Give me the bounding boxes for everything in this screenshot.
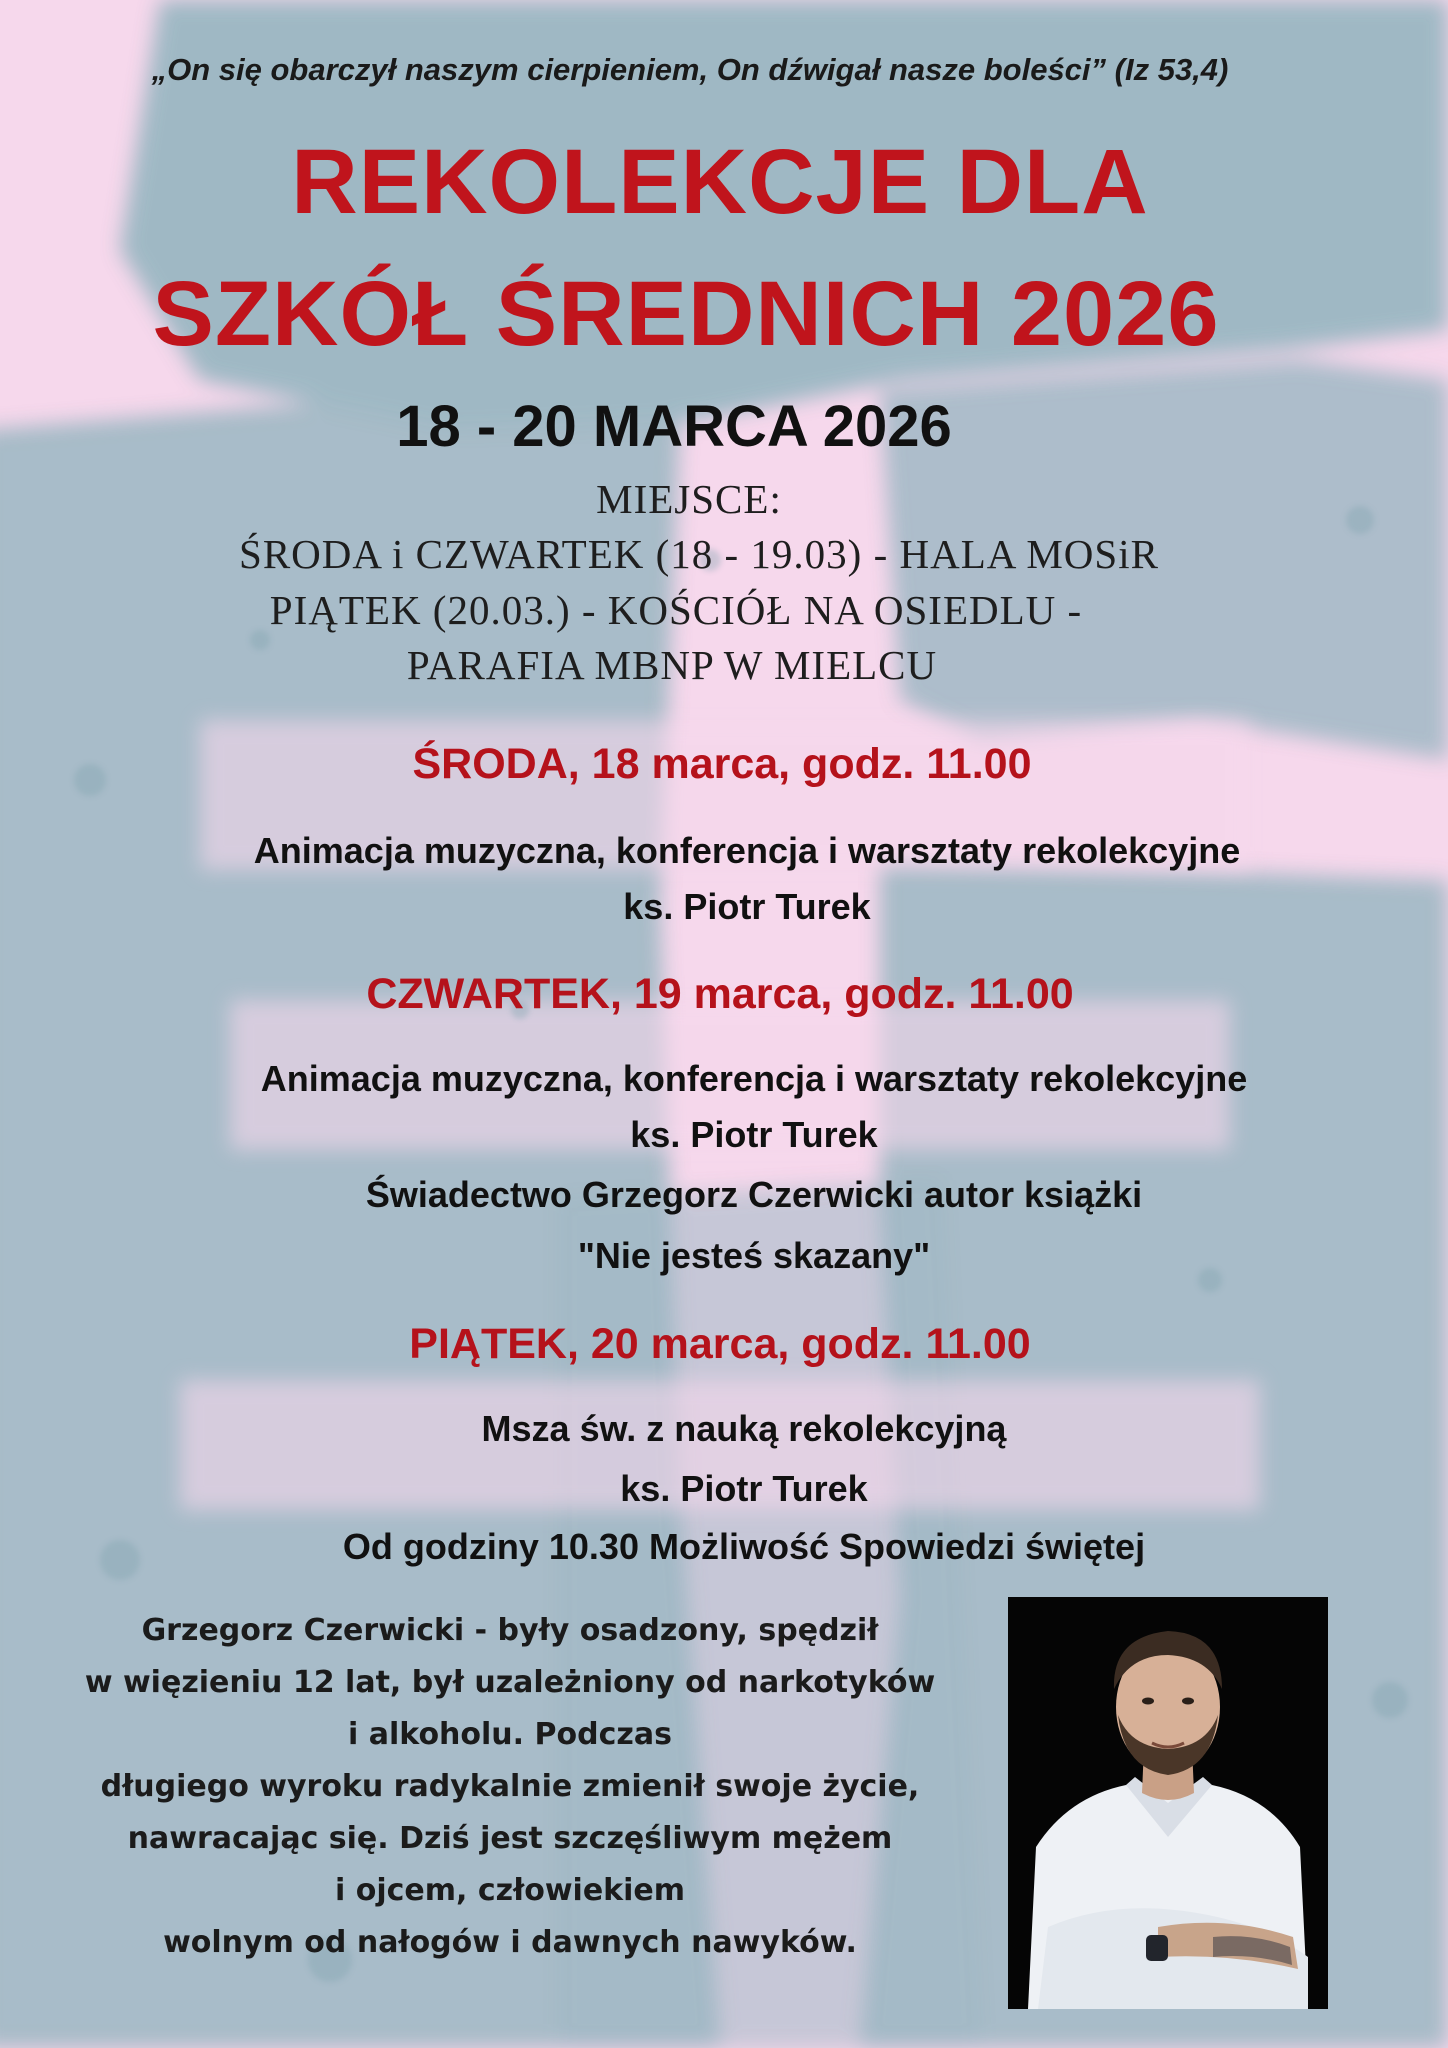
event-dates: 18 - 20 MARCA 2026 — [396, 394, 952, 459]
bio-line: i alkoholu. Podczas — [348, 1717, 672, 1752]
thursday-book-title: "Nie jesteś skazany" — [577, 1235, 931, 1276]
bible-quote: „On się obarczył naszym cierpieniem, On dźwigał nasze boleści” (Iz 53,4) — [151, 52, 1229, 87]
bio-line: długiego wyroku radykalnie zmienił swoje życie, — [100, 1769, 920, 1804]
speaker-photo — [1008, 1597, 1328, 2009]
friday-speaker-line: ks. Piotr Turek — [620, 1468, 868, 1509]
thursday-testimony-line: Świadectwo Grzegorz Czerwicki autor książki — [365, 1174, 1143, 1215]
day-heading-friday: PIĄTEK, 20 marca, godz. 11.00 — [409, 1320, 1031, 1368]
day-heading-thursday: CZWARTEK, 19 marca, godz. 11.00 — [366, 970, 1074, 1018]
wednesday-program-line: Animacja muzyczna, konferencja i warsztaty rekolekcyjne — [253, 830, 1241, 871]
page-title-line-2: SZKÓŁ ŚREDNICH 2026 — [152, 263, 1220, 365]
place-line-3: PARAFIA MBNP W MIELCU — [406, 642, 938, 688]
place-line-2: PIĄTEK (20.03.) - KOŚCIÓŁ NA OSIEDLU - — [269, 587, 1083, 633]
place-line-1: ŚRODA i CZWARTEK (18 - 19.03) - HALA MOSiR — [239, 531, 1159, 577]
thursday-program-line: Animacja muzyczna, konferencja i warsztaty rekolekcyjne — [260, 1058, 1248, 1099]
friday-mass-line: Msza św. z nauką rekolekcyjną — [481, 1408, 1007, 1449]
bio-line: nawracając się. Dziś jest szczęśliwym mężem — [127, 1821, 893, 1856]
bio-line: w więzieniu 12 lat, był uzależniony od narkotyków — [84, 1665, 936, 1700]
bio-line: i ojcem, człowiekiem — [334, 1873, 686, 1908]
page-title-line-1: REKOLEKCJE DLA — [291, 131, 1149, 233]
bio-line: wolnym od nałogów i dawnych nawyków. — [163, 1925, 857, 1960]
place-label: MIEJSCE: — [596, 476, 782, 522]
wednesday-speaker-line: ks. Piotr Turek — [623, 886, 871, 927]
friday-confession-line: Od godziny 10.30 Możliwość Spowiedzi świętej — [342, 1526, 1146, 1567]
bio-line: Grzegorz Czerwicki - były osadzony, spędził — [141, 1613, 879, 1648]
day-heading-wednesday: ŚRODA, 18 marca, godz. 11.00 — [412, 740, 1032, 788]
speaker-bio — [40, 1605, 980, 1969]
thursday-speaker-line: ks. Piotr Turek — [630, 1114, 878, 1155]
